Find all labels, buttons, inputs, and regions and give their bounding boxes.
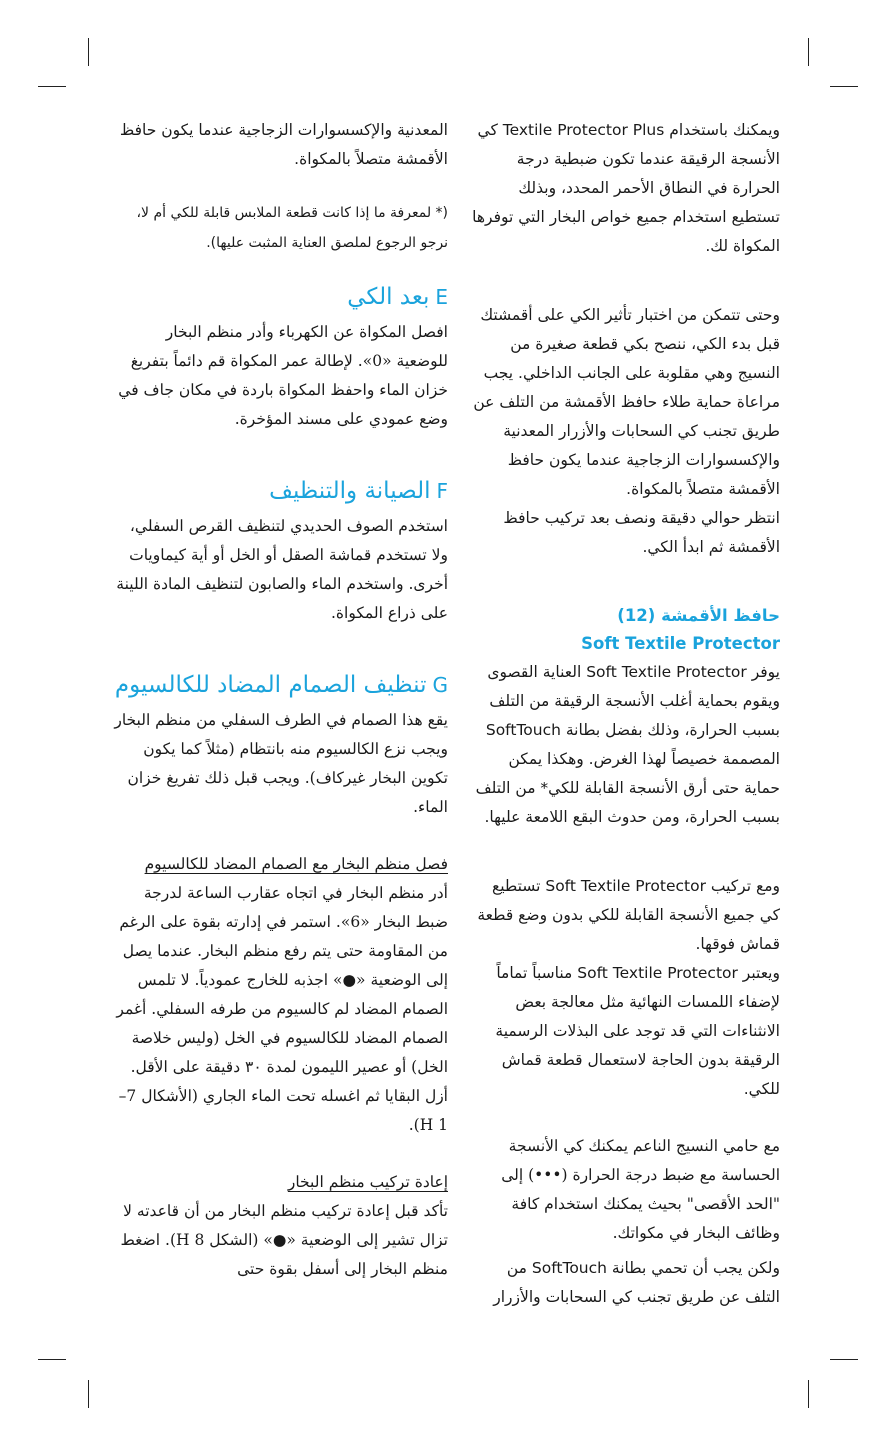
section-f-heading [112, 474, 448, 508]
heading-protector-en: Soft Textile Protector [581, 634, 780, 653]
heading-protector-ar: حافظ الأقمشة (12) [617, 606, 780, 625]
section-g-heading [112, 668, 448, 702]
section-e-heading [112, 280, 448, 314]
crop-mark [38, 86, 66, 87]
subheading-remove-regulator: فصل منظم البخار مع الصمام المضاد للكالسيوم [144, 855, 448, 873]
paragraph-max-temperature: مع حامي النسيج الناعم يمكنك كي الأنسجة الحساسة مع ضبط درجة الحرارة (•••) إلى "الحد الأقصى" بحيث يمكنك استخدام كافة وظائف البخار في مكواتك. [501, 1137, 780, 1242]
paragraph-no-cloth-needed: ومع تركيب Soft Textile Protector تستطيع كي جميع الأنسجة القابلة للكي بدون وضع قطعة قماش فوقها. [477, 877, 780, 953]
remove-regulator-body: أدر منظم البخار في اتجاه عقارب الساعة لدرجة ضبط البخار «6». استمر في إدارته بقوة على الرغم من المقاومة حتى يتم رفع منظم البخار. عندما يصل إلى الوضعية «●» اجذبه للخارج عمودياً. لا تلمس الصمام المضاد لم كالسيوم من طرفه السفلي. أغمر الصمام المضاد للكالسيوم في الخل (وليس خلاصة الخل) أو عصير الليمون لمدة ٣٠ دقيقة على الأقل. أزل البقايا ثم اغسله تحت الماء الجاري (الأشكال 7–H 1). [116, 884, 448, 1134]
paragraph-protect-softtouch: ولكن يجب أن تحمي بطانة SoftTouch من التلف عن طريق تجنب كي السحابات والأزرار [493, 1259, 780, 1306]
section-f-letter: F [436, 479, 448, 503]
paragraph-finishing-touches: ويعتبر Soft Textile Protector مناسباً تماماً لإضفاء اللمسات النهائية مثل معالجة بعض الانثناءات التي قد توجد على البذلات الرسمية الرقيقة بدون الحاجة لاستعمال قطعة قماش للكي. [495, 964, 780, 1098]
section-g-title: تنظيف الصمام المضاد للكالسيوم [114, 672, 427, 698]
subheading-reinstall-regulator: إعادة تركيب منظم البخار [287, 1173, 448, 1191]
section-g-body: يقع هذا الصمام في الطرف السفلي من منظم البخار ويجب نزع الكالسيوم منه بانتظام (مثلاً كما يكون تكوين البخار غيركاف). ويجب قبل ذلك تفريغ خزان الماء. [114, 711, 448, 816]
paragraph-soft-protector-care: يوفر Soft Textile Protector العناية القصوى ويقوم بحماية أغلب الأنسجة الرقيقة من التلف بسبب الحرارة، وذلك بفضل بطانة SoftTouch المصممة خصيصاً لهذا الغرض. وهكذا يمكن حماية حتى أرق الأنسجة القابلة للكي* من التلف بسبب الحرارة، ومن حدوث البقع اللامعة عليها. [475, 663, 780, 826]
crop-mark [808, 1380, 809, 1408]
section-e-title: بعد الكي [347, 284, 430, 310]
reinstall-regulator-body: تأكد قبل إعادة تركيب منظم البخار من أن قاعدته لا تزال تشير إلى الوضعية «●» (الشكل H 8). اضغط منظم البخار إلى أسفل بقوة حتى [120, 1202, 448, 1278]
paragraph-textile-protector-plus: ويمكنك باستخدام Textile Protector Plus كي الأنسجة الرقيقة عندما تكون ضبطية درجة الحرارة في النطاق الأحمر المحدد، وبذلك تستطيع استخدام جميع خواص البخار التي توفرها المكواة لك. [472, 121, 780, 255]
section-e-letter: E [435, 285, 448, 309]
crop-mark [38, 1359, 66, 1360]
section-e-body: افصل المكواة عن الكهرباء وأدر منظم البخار للوضعية «0». لإطالة عمر المكواة قم دائماً بتفريغ خزان الماء واحفظ المكواة باردة في مكان جاف في وضع عمودي على مسند المؤخرة. [118, 323, 448, 428]
crop-mark [830, 86, 858, 87]
paragraph-wait-time: انتظر حوالي دقيقة ونصف بعد تركيب حافظ الأقمشة ثم ابدأ الكي. [503, 509, 780, 556]
paragraph-test-ironing: وحتى تتمكن من اختبار تأثير الكي على أقمشتك قبل بدء الكي، ننصح بكي قطعة صغيرة من النسيج وهي مقلوبة على الجانب الداخلي. يجب مراعاة حماية طلاء حافظ الأقمشة من التلف عن طريق تجنب كي السحابات والأزرار المعدنية والإكسسوارات الزجاجية عندما يكون حافظ الأقمشة متصلاً بالمكواة. [473, 306, 780, 498]
care-label-note: (* لمعرفة ما إذا كانت قطعة الملابس قابلة للكي أم لا، نرجو الرجوع لملصق العناية المثبت عليها). [136, 205, 448, 251]
section-f-body: استخدم الصوف الحديدي لتنظيف القرص السفلي، ولا تستخدم قماشة الصقل أو الخل أو أية كيماويات أخرى. واستخدم الماء والصابون لتنظيف المادة اللينة على ذراع المكواة. [116, 517, 448, 622]
crop-mark [88, 1380, 89, 1408]
section-f-title: الصيانة والتنظيف [269, 478, 431, 504]
crop-mark [88, 38, 89, 66]
crop-mark [808, 38, 809, 66]
section-g-letter: G [432, 673, 448, 697]
paragraph-continuation: المعدنية والإكسسوارات الزجاجية عندما يكون حافظ الأقمشة متصلاً بالمكواة. [119, 121, 448, 168]
left-column [112, 116, 448, 1284]
crop-mark [830, 1359, 858, 1360]
right-column [468, 116, 780, 1312]
